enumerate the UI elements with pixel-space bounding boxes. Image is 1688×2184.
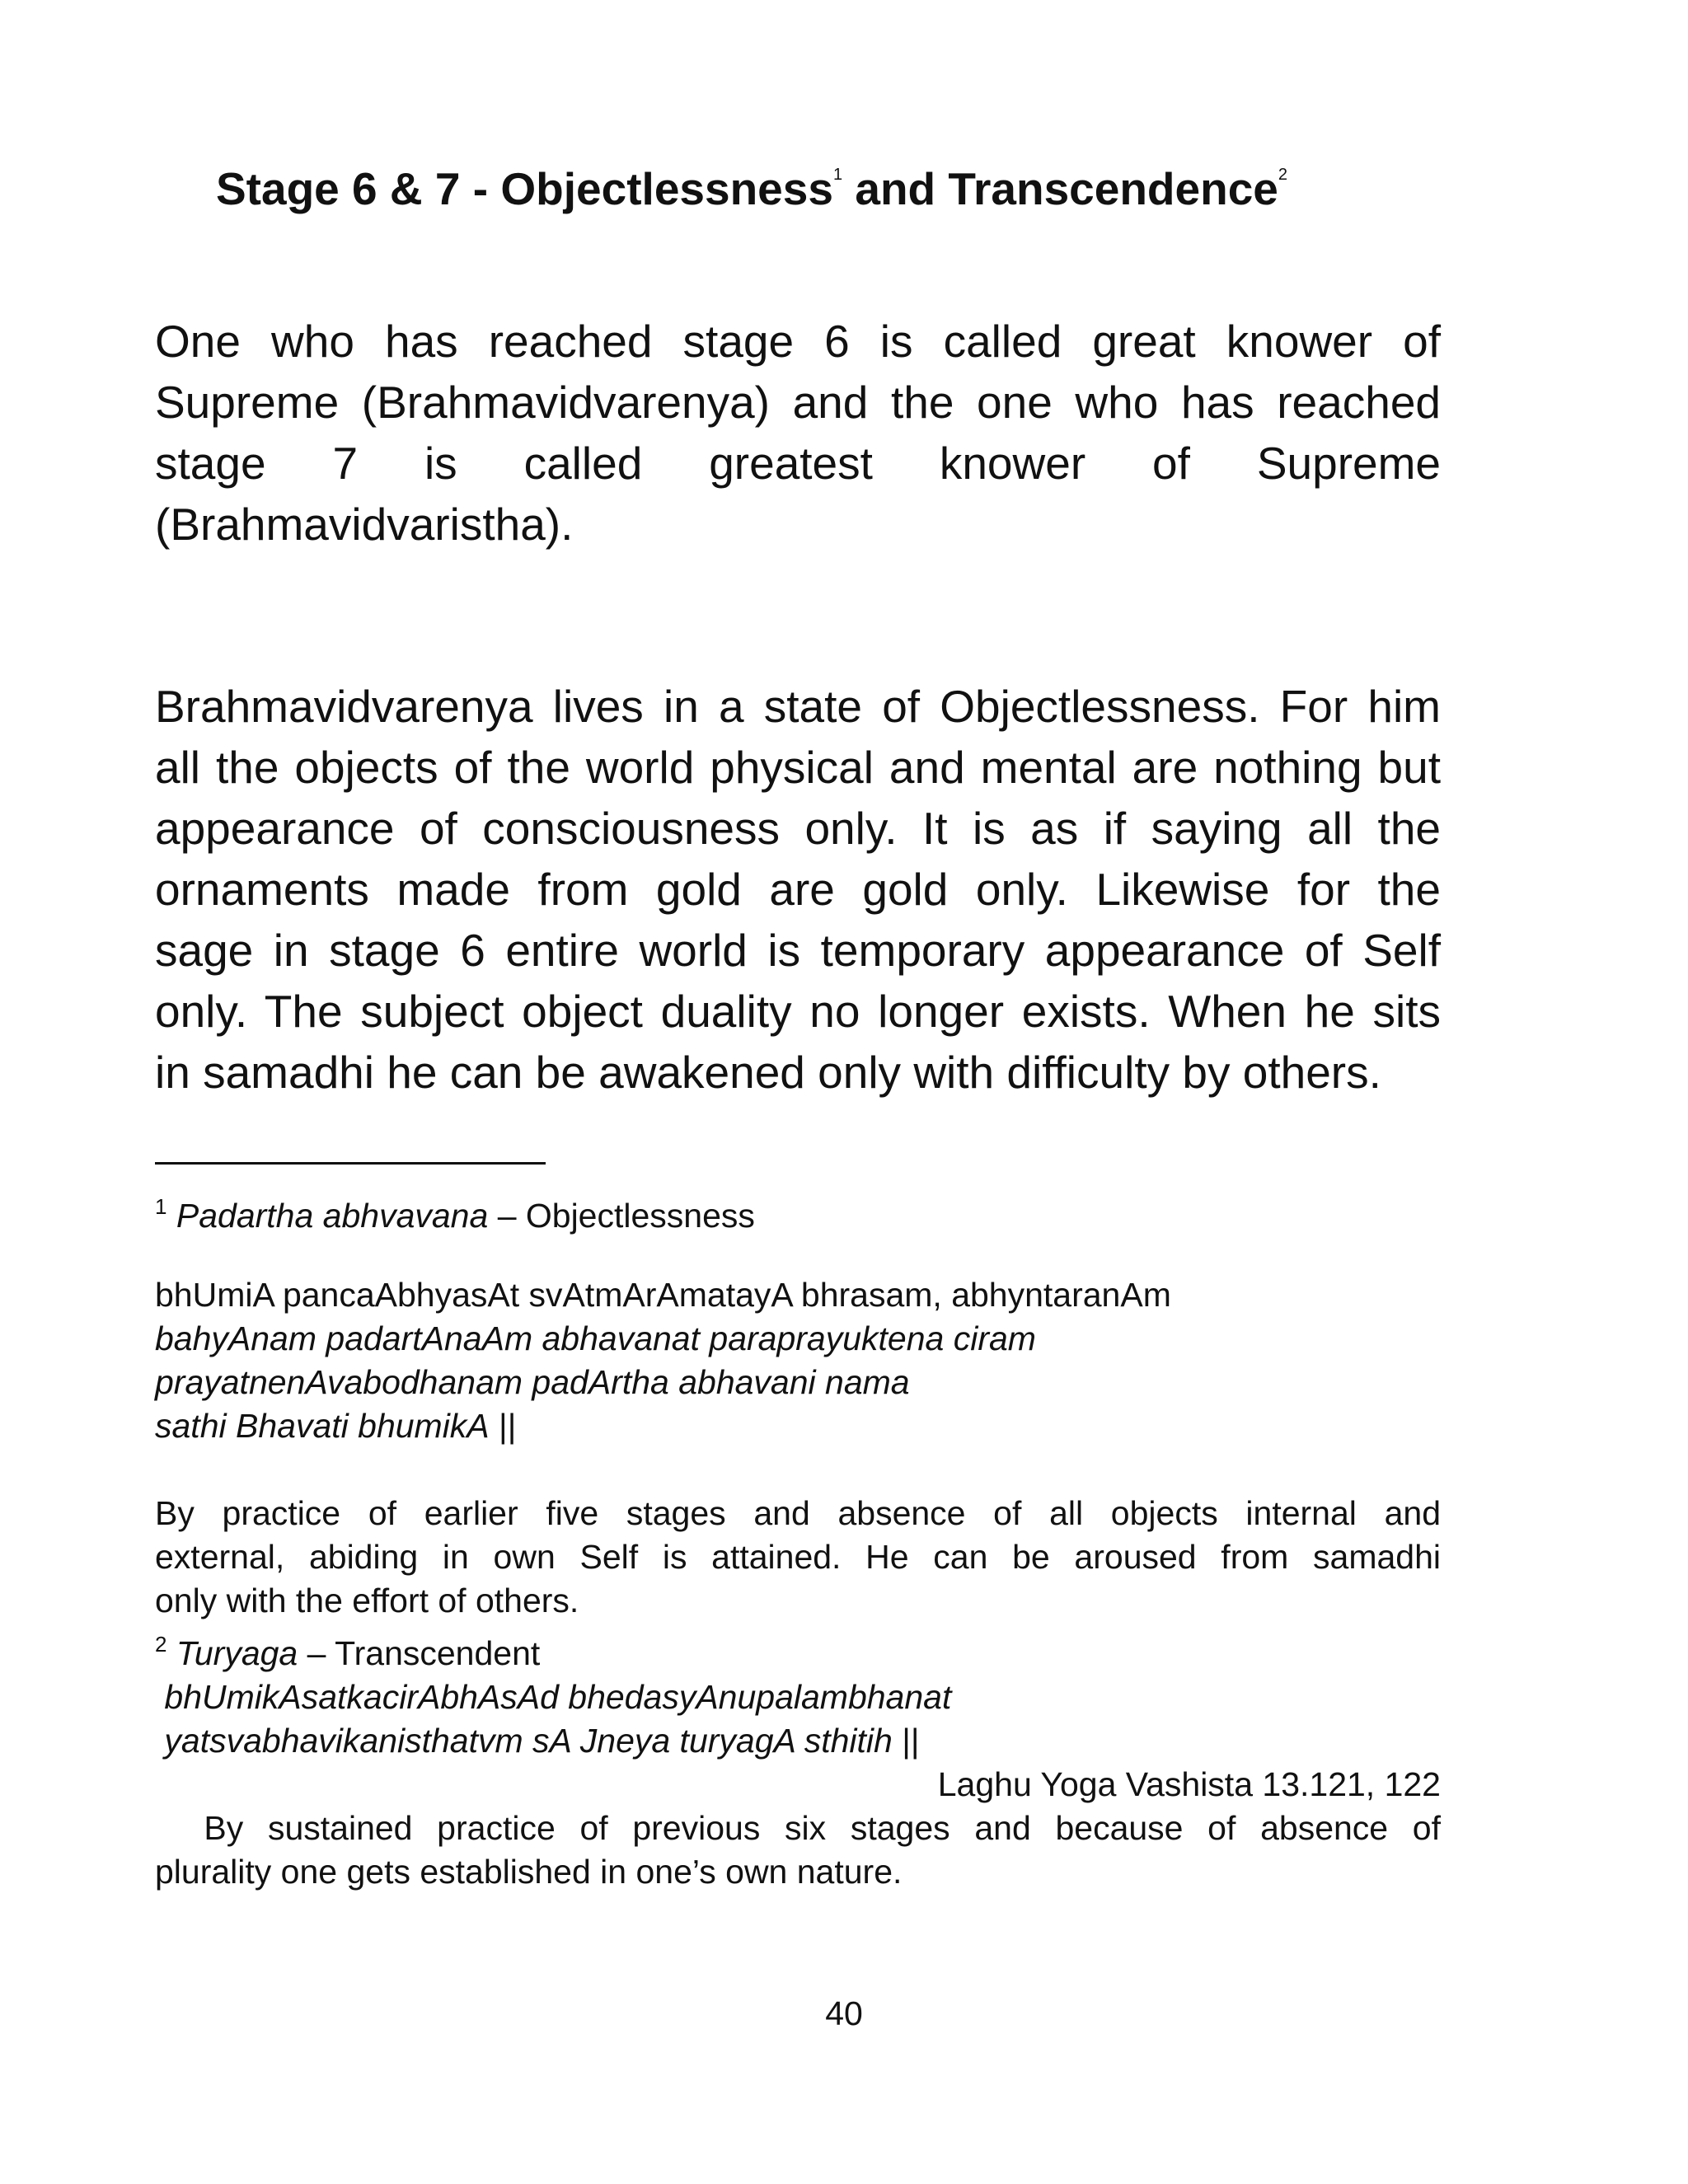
paragraph-line: Supreme (Brahmavidvarenya) and the one who has reached <box>155 377 1441 428</box>
footnote-1-translation <box>155 1492 1441 1894</box>
translation-line: only with the effort of others. <box>155 1582 579 1619</box>
verse-end: || <box>892 1722 920 1760</box>
translation-line: By sustained practice of previous six stages and because of absence of <box>155 1809 1441 1847</box>
footnote-ref-2: 2 <box>1278 166 1288 184</box>
paragraph-line: (Brahmavidvaristha). <box>155 499 574 550</box>
paragraph-line: all the objects of the world physical and mental are nothing but <box>155 742 1441 793</box>
footnote-marker: 2 <box>155 1632 167 1657</box>
paragraph-line: Brahmavidvarenya lives in a state of Objectlessness. For him <box>155 681 1441 732</box>
paragraph-line: One who has reached stage 6 is called great knower of <box>155 316 1441 367</box>
paragraph-objectlessness <box>155 676 1441 1103</box>
translation-line: By practice of earlier five stages and absence of all objects internal and <box>155 1494 1441 1532</box>
footnote-term: Turyaga <box>176 1634 298 1672</box>
verse-line: prayatnenAvabodhanam padArtha abhavani nama <box>155 1363 910 1401</box>
verse-source: Laghu Yoga Vashista 13.121, 122 <box>937 1765 1441 1803</box>
heading-text-a: Stage 6 & 7 - Objectlessness <box>216 163 833 214</box>
page-heading <box>216 142 1452 222</box>
footnote-separator <box>155 1162 546 1165</box>
footnote-1-heading <box>155 1185 1441 1238</box>
verse-line: bahyAnam padartAnaAm abhavanat paraprayuktena ciram <box>155 1319 1036 1357</box>
verse-line: yatsvabhavikanisthatvm sA Jneya turyagA sthitih <box>155 1722 893 1760</box>
page-number: 40 <box>825 1994 863 2032</box>
paragraph-line: appearance of consciousness only. It is as if saying all the <box>155 803 1441 854</box>
footnote-definition: – Objectlessness <box>488 1197 755 1235</box>
paragraph-line: stage 7 is called greatest knower of Supreme <box>155 438 1441 489</box>
paragraph-line: only. The subject object duality no longer exists. When he sits <box>155 986 1441 1037</box>
verse-line: bhUmiA pancaAbhyasAt svAtmArAmatayA bhrasam, abhyntaranAm <box>155 1276 1171 1314</box>
footnote-1-verse <box>155 1273 1441 1448</box>
footnote-ref-1: 1 <box>832 166 843 184</box>
footnote-term: Padartha abhvavana <box>176 1197 489 1235</box>
verse-line: sathi Bhavati bhumikA <box>155 1407 490 1445</box>
translation-line: external, abiding in own Self is attained. He can be aroused from samadhi <box>155 1538 1441 1576</box>
verse-end: || <box>489 1407 517 1445</box>
paragraph-stages <box>155 311 1441 555</box>
paragraph-line: ornaments made from gold are gold only. Likewise for the <box>155 864 1441 915</box>
translation-line: plurality one gets established in one’s own nature. <box>155 1853 903 1891</box>
heading-text-b: and Transcendence <box>842 163 1278 214</box>
paragraph-line: in samadhi he can be awakened only with difficulty by others. <box>155 1047 1381 1098</box>
footnote-definition: – Transcendent <box>298 1634 541 1672</box>
paragraph-line: sage in stage 6 entire world is temporary appearance of Self <box>155 925 1441 976</box>
verse-line: bhUmikAsatkacirAbhAsAd bhedasyAnupalambhanat <box>155 1678 952 1716</box>
footnote-marker: 1 <box>155 1194 167 1219</box>
